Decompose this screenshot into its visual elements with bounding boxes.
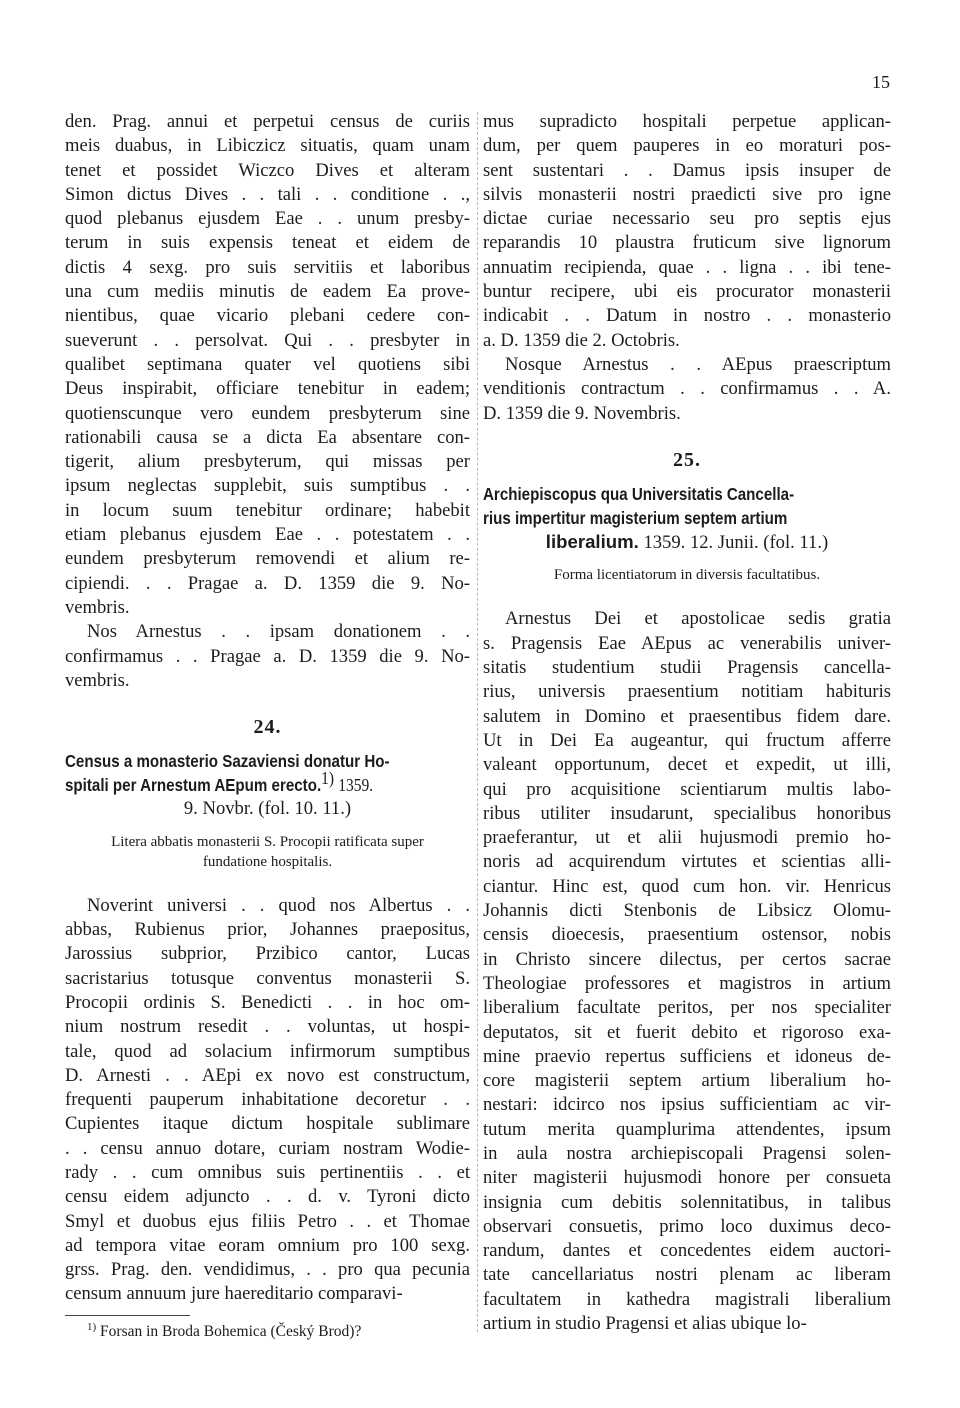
heading-line: spitali per Arnestum AEpum erecto.$^{1)}$ 1359. (65, 768, 374, 796)
heading-note-mark: 1) (321, 768, 335, 789)
text-line: liberalium facultate peritos, per nos specialiter (483, 997, 891, 1019)
text-line: quotienscunque vero eundem presbyterum sine (65, 402, 470, 424)
right-para-2 (483, 353, 891, 426)
heading-line: Archiepiscopus qua Universitatis Cancella- (483, 484, 795, 505)
text-line: Jarossius subprior, Przibico cantor, Lucas (65, 943, 470, 965)
text-line: artium in studio Pragensi et alias ubique lo- (483, 1313, 807, 1335)
text-line: cipiendi. . . Pragae a. D. 1359 die 9. No- (65, 572, 470, 594)
text-line: nientibus, quae vicario plebani cedere con- (65, 305, 470, 327)
left-para-1 (65, 110, 470, 620)
text-line: Nosque Arnestus . . AEpus praescriptum (505, 353, 891, 375)
text-line: sueverunt . . persolvat. Qui . . presbyter in (65, 329, 470, 351)
text-line: eundem presbyterum removendi et alium re- (65, 548, 470, 570)
doc-25-summary: Forma licentiatorum in diversis facultatibus. (553, 567, 821, 584)
doc-number-24: 24. (253, 716, 282, 739)
text-line: qualibet septimana quater vel quotiens sibi (65, 353, 470, 375)
text-line: confirmamus . . Pragae a. D. 1359 die 9. No- (65, 645, 470, 667)
text-line: indicabit . . Datum in nostro . . monasterio (483, 305, 891, 327)
text-line: sitatis studentium studii Pragensis cancella- (483, 657, 891, 679)
right-column (483, 110, 891, 1336)
text-line: Nos Arnestus . . ipsam donationem . . (87, 621, 470, 643)
text-line: tale, quod ad solacium infirmorum sumptibus (65, 1040, 470, 1062)
text-line: tigerit, alium presbyterum, qui missas per (65, 451, 470, 473)
text-line: in aula nostra archiepiscopali Pragensi solen- (483, 1142, 891, 1164)
text-line: terum in suis expensis teneat et eidem de (65, 232, 470, 254)
text-line: frequenti pauperum inhabitatione decoretur . . (65, 1089, 470, 1111)
text-line: censis dioecesis, praesentium ostensor, nobis (483, 924, 891, 946)
text-line: salutem in Domino et praesentibus fidem dare. (483, 705, 891, 727)
doc-24-summary: Litera abbatis monasterii S. Procopii ratificata super fundatione hospitalis. (111, 833, 424, 870)
text-line: reparandis 10 plaustra fruticum sive lignorum (483, 232, 891, 254)
text-line: tenet et possidet Wiczco Dives et alteram (65, 159, 470, 181)
text-line: Theologiae professores et magistros in artium (483, 972, 891, 994)
text-line: una cum mediis minutis de eadem Ea prove- (65, 281, 470, 303)
text-line: dictis 4 sexg. pro suis servitiis et laboribus (65, 256, 470, 278)
doc-25-heading (483, 482, 890, 530)
text-line: randum, dantes et concedentes eidem auctori- (483, 1240, 891, 1262)
text-line: grss. Prag. den. vendidimus, . . pro qua pecunia (65, 1259, 470, 1281)
text-line: Deus inspirabit, officiare tenebitur in eadem; (65, 378, 470, 400)
text-line: praeferantur, ut et alii hujusmodi premio ho- (483, 827, 891, 849)
text-line: in Christo sincere dilectus, per certos sacrae (483, 948, 891, 970)
text-line: . . censu annuo dotare, curiam nostram Wodie- (65, 1137, 470, 1159)
heading-line: Census a monasterio Sazaviensi donatur Ho- (65, 751, 390, 772)
right-para-3 (483, 607, 891, 1336)
text-line: s. Pragensis Eae AEpus ac venerabilis univer- (483, 632, 891, 654)
text-line: observari consuetis, primo loco duximus deco- (483, 1215, 891, 1237)
text-line: Procopii ordinis S. Benedicti . . in hoc om- (65, 991, 470, 1013)
text-line: Simon dictus Dives . . tali . . conditione . ., (65, 183, 470, 205)
text-line: tutum merita quamplurima attendentes, ipsum (483, 1118, 891, 1140)
text-line: niter magisterii hujusmodi honore per consueta (483, 1167, 891, 1189)
text-line: D. 1359 die 9. Novembris. (483, 402, 681, 424)
text-line: Ut in Dei Ea augeantur, qui fructum afferre (483, 729, 891, 751)
text-line: D. Arnesti . . AEpi ex novo est constructum, (65, 1064, 470, 1086)
text-line: abbas, Rubienus prior, Johannes praepositus, (65, 919, 470, 941)
text-line: Noverint universi . . quod nos Albertus . . (87, 894, 470, 916)
text-line: noris ad acquirendum virtutes et scientias alli- (483, 851, 891, 873)
left-para-3 (65, 894, 470, 1307)
text-line: venditionis contractum . . confirmamus . . A. (483, 378, 891, 400)
text-line: nium nostrum resedit . . voluntas, ut hospi- (65, 1016, 470, 1038)
text-line: ciantur. Hinc est, quod cum hon. vir. Henricus (483, 875, 891, 897)
heading-line: rius impertitur magisterium septem artium (483, 508, 788, 529)
text-line: deputatos, sit et fuerit debito et rigoroso exa- (483, 1021, 891, 1043)
footnote-mark: 1) (87, 1320, 97, 1333)
text-line: censu eidem adjuncto . . d. v. Tyroni dicto (65, 1186, 470, 1208)
text-line: rius, universis praesentium notitiam habituris (483, 681, 891, 703)
left-para-2 (65, 620, 470, 693)
text-line: vembris. (65, 596, 130, 618)
text-line: Johannis dicti Stenbonis de Libsicz Olomu- (483, 900, 891, 922)
text-line: nestari: idcirco nos ipsius sufficientiam ac vir- (483, 1094, 891, 1116)
text-line: buntur recipere, ubi eis procurator monasterii (483, 281, 891, 303)
page-number: 15 (872, 72, 890, 92)
text-line: meis duabus, in Libiczicz situatis, quam unam (65, 135, 470, 157)
text-line: a. D. 1359 die 2. Octobris. (483, 329, 680, 351)
left-column (65, 110, 470, 1342)
text-line: den. Prag. annui et perpetui census de curiis (65, 111, 470, 132)
text-line: ad tempora vitae eoram omnium pro 100 sexg. (65, 1234, 470, 1256)
text-line: Smyl et duobus ejus filiis Petro . . et Thomae (65, 1210, 470, 1232)
text-line: sent sustentari . . Damus ipsis insuper de (483, 159, 891, 181)
text-line: mus supradicto hospitali perpetue applican- (483, 111, 891, 132)
text-line: vembris. (65, 669, 130, 691)
doc-number-25: 25. (673, 448, 701, 471)
text-line: facultatem in kathedra magistrali liberalium (483, 1288, 891, 1310)
text-line: mine praevio repertus sufficiens et idoneus de- (483, 1045, 891, 1067)
text-line: annuatim recipienda, quae . . ligna . . ibi tene- (483, 256, 891, 278)
text-line: insignia cum debitis solennitatibus, in talibus (483, 1191, 891, 1213)
text-line: core magisterii septem artium liberalium ho- (483, 1070, 891, 1092)
text-line: ipsum neglectas supplebit, suis sumptibus . . (65, 475, 470, 497)
text-line: rady . . cum omnibus suis pertinentiis . . et (65, 1161, 470, 1183)
text-line: tate cancellariatus nostri plenam ac liberam (483, 1264, 891, 1286)
text-line: Cupientes itaque dictum hospitale sublimare (65, 1113, 470, 1135)
right-para-1 (483, 110, 891, 353)
text-line: dictae curiae necessario seu pro septis ejus (483, 208, 891, 230)
text-line: rationabili causa se a dicta Ea absentare con- (65, 426, 470, 448)
text-line: etiam plebanus ejusdem Eae . . potestatem . . (65, 524, 470, 546)
footnote: $^{1)}$ Forsan in Broda Bohemica (Český Brod)? (87, 1320, 362, 1340)
text-line: qui pro acquisitione scientiarum multis labo- (483, 778, 891, 800)
doc-24-date: 9. Novbr. (fol. 10. 11.) (183, 798, 352, 820)
text-line: censum annuum jure haereditario comparavi- (65, 1283, 403, 1305)
footnote-rule (65, 1315, 190, 1316)
text-line: quod plebanus ejusdem Eae . . unum presby- (65, 208, 470, 230)
text-line: valeant opportunum, decet et expedit, ut illi, (483, 754, 891, 776)
doc-25-date: liberalium. 1359. 12. Junii. (fol. 11.) (545, 531, 829, 554)
doc-24-heading (65, 749, 469, 797)
text-line: dum, per quem pauperes in eo moraturi pos- (483, 135, 891, 157)
text-line: Arnestus Dei et apostolicae sedis gratia (505, 608, 891, 630)
text-line: silvis monasterii nostri praedicti sive pro igne (483, 183, 891, 205)
text-line: sacristarius totusque conventus monasterii S. (65, 967, 470, 989)
text-line: in locum suum tenebitur ordinare; habebit (65, 499, 470, 521)
column-divider (477, 112, 479, 1332)
text-line: ribus utiliter insudarunt, specialibus honoribus (483, 802, 891, 824)
